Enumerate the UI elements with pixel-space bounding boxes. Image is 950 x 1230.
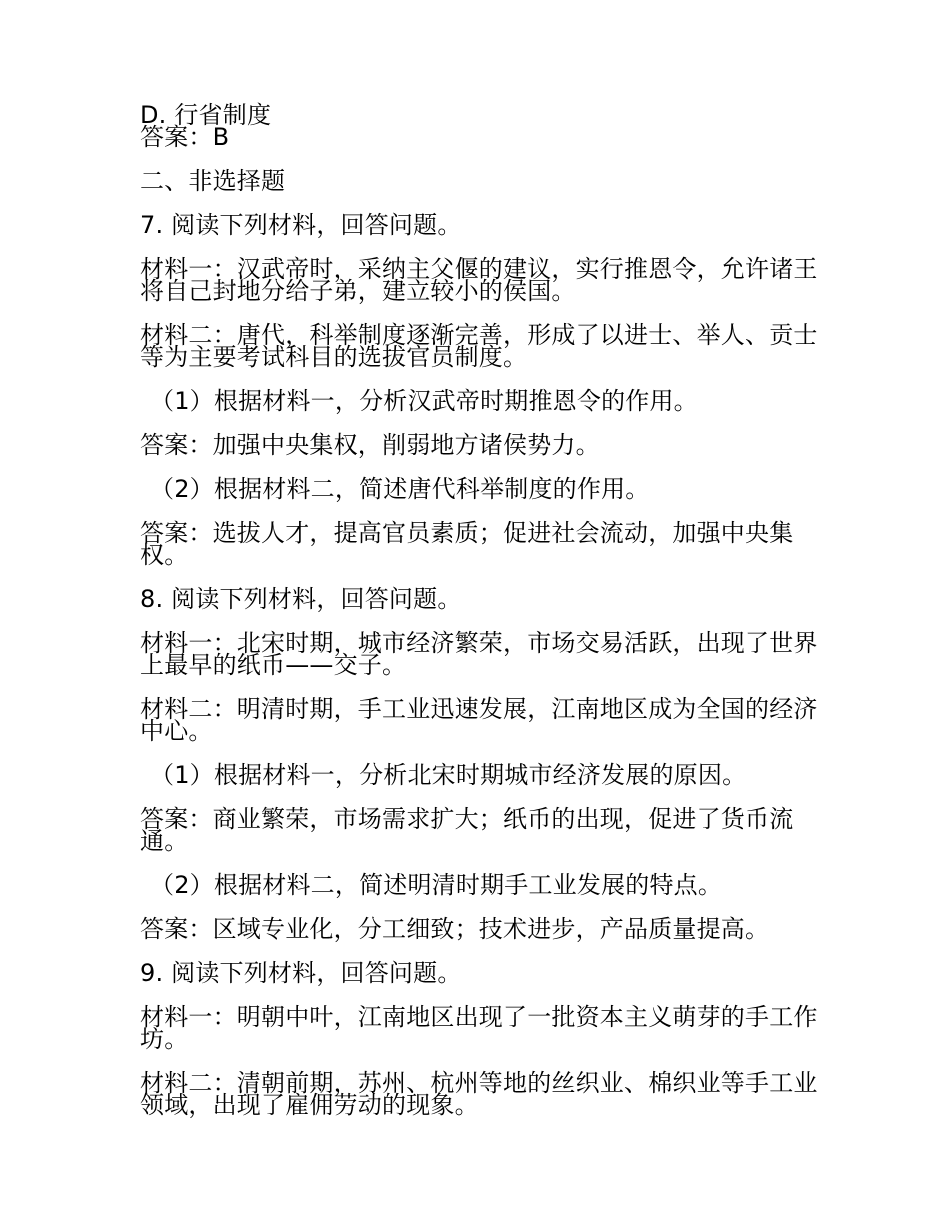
q7-material-2: 材料二：唐代，科举制度逐渐完善，形成了以进士、举人、贡士等为主要考试科目的选拔官员制度。 [140,321,818,371]
q7-sub-question-2: （2）根据材料二，简述唐代科举制度的作用。 [150,475,650,503]
q8-answer-2: 答案：区域专业化，分工细致；技术进步，产品质量提高。 [140,915,770,943]
document-page [140,101,820,1119]
q8-answer-1: 答案：商业繁荣，市场需求扩大；纸币的出现，促进了货币流通。 [140,805,794,855]
q8-sub-question-2: （2）根据材料二，简述明清时期手工业发展的特点。 [150,871,723,899]
q7-prompt: 7. 阅读下列材料，回答问题。 [140,211,462,239]
q7-answer-1: 答案：加强中央集权，削弱地方诸侯势力。 [140,431,600,459]
q9-material-2: 材料二：清朝前期，苏州、杭州等地的丝织业、棉织业等手工业领域，出现了雇佣劳动的现象。 [140,1069,818,1119]
q7-sub-question-1: （1）根据材料一，分析汉武帝时期推恩令的作用。 [150,387,698,415]
q8-material-1: 材料一：北宋时期，城市经济繁荣，市场交易活跃，出现了世界上最早的纸币——交子。 [140,629,818,679]
q7-answer-2: 答案：选拔人才，提高官员素质；促进社会流动，加强中央集权。 [140,519,794,569]
q7-material-1: 材料一：汉武帝时，采纳主父偃的建议，实行推恩令，允许诸王将自己封地分给子弟，建立较小的侯国。 [140,255,818,305]
q8-material-2: 材料二：明清时期，手工业迅速发展，江南地区成为全国的经济中心。 [140,695,818,745]
q8-prompt: 8. 阅读下列材料，回答问题。 [140,585,462,613]
q6-answer: 答案：B [140,123,230,151]
q6-option-d: D. 行省制度 [140,101,272,129]
q9-prompt: 9. 阅读下列材料，回答问题。 [140,959,462,987]
q8-sub-question-1: （1）根据材料一，分析北宋时期城市经济发展的原因。 [150,761,747,789]
section-heading: 二、非选择题 [140,167,286,195]
q9-material-1: 材料一：明朝中叶，江南地区出现了一批资本主义萌芽的手工作坊。 [140,1003,818,1053]
